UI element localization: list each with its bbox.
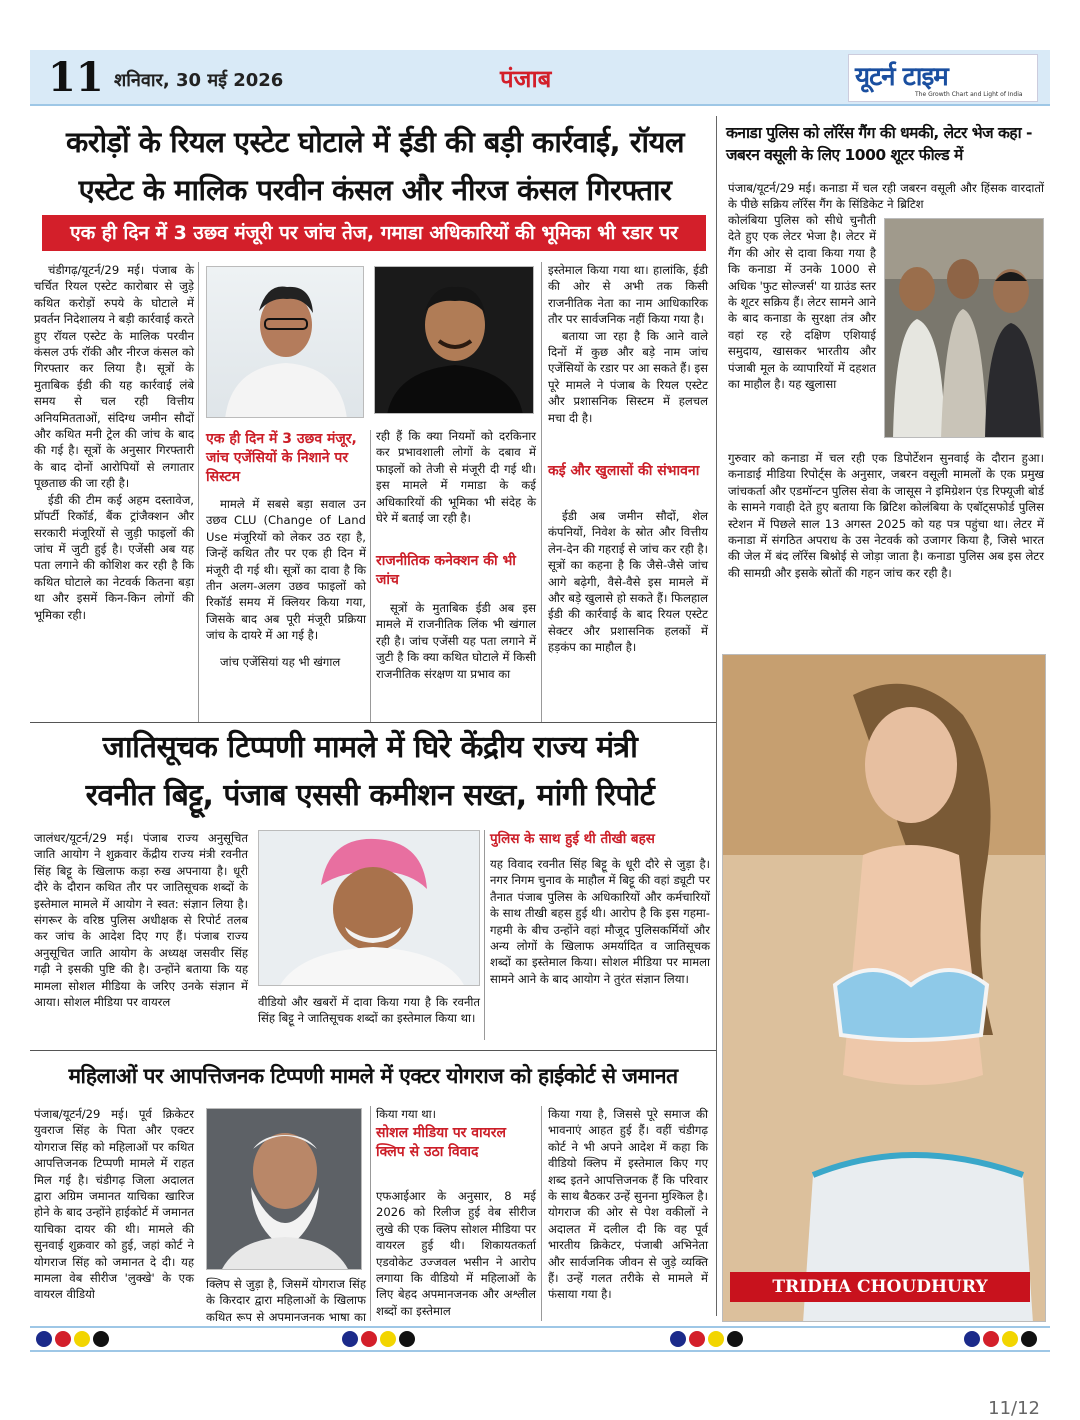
story3-col3-para1: किया गया था। [376, 1107, 437, 1121]
page-header [30, 50, 1050, 106]
divider [541, 262, 542, 722]
story1-col2-para2: जांच एजेंसियां यह भी खंगाल [220, 654, 341, 669]
registration-marks-left [36, 1331, 109, 1347]
story2-subhead: पुलिस के साथ हुई थी तीखी बहस [490, 831, 655, 847]
story1-col3-para2: सूत्रों के मुताबिक ईडी अब इस मामले में राजनीतिक लिंक भी खंगाल रही है। जांच एजेंसी यह पता लगाने में जुटी है कि क्या कथित घोटाले में किसी राजनीतिक संरक्षण या प्रभाव का [376, 601, 536, 681]
registration-marks-center-left [342, 1331, 415, 1347]
police-escort-photo-icon [885, 219, 1044, 438]
story1-headline [30, 118, 720, 214]
column-divider [716, 116, 717, 1316]
story1-col2-para1: मामले में सबसे बड़ा सवाल उन उछव CLU (Change of Land Use मंजूरियों को लेकर उठ रहा है, जिन्हें कथित तौर पर एक ही दिन में मंजूरी दी गई थी। सूत्रों का दावा है कि तीन अलग-अलग उछव फाइलों को रिकॉर्ड समय में क्लियर किया गया, जिसके बाद अब पूरी मंजूरी प्रक्रिया जांच के दायरे में आ गई है। [206, 497, 366, 643]
photo-parveen-kansal [206, 266, 364, 418]
story3-col3b [376, 1188, 536, 1319]
story1-col1-para2: ईडी की टीम कई अहम दस्तावेज, प्रॉपर्टी रिकॉर्ड, बैंक ट्रांजैक्शन और सरकारी मंजूरियों से जुड़ी फाइलों की जांच में जुटी हुई है। एजेंसी अब यह पता लगाने की कोशिश कर रही है कि कथित घोटाले का नेटवर्क कितना बड़ा था और इसमें किन-किन लोगों की भूमिका रही। [34, 492, 194, 622]
story1-headline-line2: एस्टेट के मालिक परवीन कंसल और नीरज कंसल गिरफ्तार [78, 173, 672, 207]
section-title: पंजाब [500, 65, 552, 93]
story1-col4-para2: बताया जा रहा है कि आने वाले दिनों में कुछ और बड़े नाम जांच एजेंसियों के रडार पर आ सकते हैं। इस पूरे मामले ने पंजाब के रियल एस्टेट और प्रशासनिक सिस्टम में हलचल मचा दी है। [548, 328, 708, 425]
canada-headline: कनाडा पुलिस को लॉरेंस गैंग की धमकी, लेटर भेज कहा - जबरन वसूली के लिए 1000 शूटर फील्ड में [726, 124, 1032, 164]
divider [198, 262, 199, 722]
person-portrait-icon [375, 267, 534, 414]
masthead-logo [848, 54, 1038, 102]
story1-col4 [548, 262, 708, 426]
story2-headline-line2: रवनीत बिट्टू, पंजाब एससी कमीशन सख्त, मांगी रिपोर्ट [85, 778, 655, 813]
logo-tagline: The Growth Chart and Light of India [915, 91, 1023, 98]
page-number: 11 [48, 54, 104, 101]
story1-col3b [376, 600, 536, 682]
newspaper-page [30, 50, 1050, 1390]
story1-col1 [34, 262, 194, 623]
story1-col3-para1: रही हैं कि क्या नियमों को दरकिनार कर प्रभावशाली लोगों के दबाव में फाइलों को तेजी से मंजूरी दी गई थी। इस मामले में गमाडा के कई अधिकारियों की भूमिका भी संदेह के घेरे में बताई जा रही है। [376, 429, 536, 526]
story2-col3 [490, 856, 710, 987]
story2-col1-text: जालंधर/यूटर्न/29 मई। पंजाब राज्य अनुसूचित जाति आयोग ने शुक्रवार केंद्रीय राज्य मंत्री रवनीत सिंह बिट्टू के खिलाफ कड़ा रुख अपनाया है। धूरी दौरे के दौरान कथित तौर पर जातिसूचक शब्दों के इस्तेमाल मामले में आयोग ने स्वत: संज्ञान लिया है। संगरूर के वरिष्ठ पुलिस अधीक्षक से रिपोर्ट तलब कर जांच के आदेश दिए गए हैं। पंजाब राज्य अनुसूचित जाति आयोग के अध्यक्ष जसवीर सिंह गढ़ी ने इसकी पुष्टि की है। उन्होंने बताया कि यह मामला सोशल मीडिया के जरिए उनके संज्ञान में आया। सोशल मीडिया पर वायरल [34, 831, 248, 1010]
story1-subhead1: एक ही दिन में 3 उछव मंजूर, जांच एजेंसियों के निशाने पर सिस्टम [206, 431, 357, 485]
photo-ravneet-bittu [258, 830, 480, 986]
canada-left-col [728, 212, 876, 392]
divider [484, 830, 485, 1040]
photo-yograj-singh [206, 1108, 362, 1270]
feature-name-tag: TRIDHA CHOUDHURY [730, 1272, 1030, 1302]
story2-col1 [34, 830, 248, 1010]
photo-neeraj-kansal [374, 266, 534, 414]
canada-lead-text: पंजाब/यूटर्न/29 मई। कनाडा में चल रही जबरन वसूली और हिंसक वारदातों के पीछे सक्रिय लॉरेंस गैंग के सिंडिकेट ने ब्रिटिश [728, 181, 1044, 212]
story3-col1 [34, 1106, 194, 1303]
story1-col4-para1: इस्तेमाल किया गया था। हालांकि, ईडी की ओर से अभी तक किसी राजनीतिक नेता का नाम आधिकारिक तौर पर सार्वजनिक नहीं किया गया है। [548, 263, 708, 327]
story3-headline: महिलाओं पर आपत्तिजनक टिप्पणी मामले में एक्टर योगराज को हाईकोर्ट से जमानत [68, 1064, 678, 1088]
canada-left-text: कोलंबिया पुलिस को सीधे चुनौती देते हुए एक लेटर भेजा है। लेटर में गैंग की ओर से दावा किया गया है कि कनाडा में उनके 1000 से अधिक 'फुट सोल्जर्स' या ग्राउंड स्तर के शूटर सक्रिय हैं। लेटर सामने आने के बाद कनाडा के सुरक्षा तंत्र और वहां रह रहे दक्षिण एशियाई समुदाय, खासकर भारतीय और पंजाबी मूल के व्यापारियों में दहशत का माहौल है। यह खुलासा [728, 213, 876, 392]
story2-headline-line1: जातिसूचक टिप्पणी मामले में घिरे केंद्रीय राज्य मंत्री [102, 730, 638, 765]
canada-lead [728, 180, 1044, 213]
story1-col3 [376, 428, 536, 526]
story1-subhead2: राजनीतिक कनेक्शन की भी जांच [376, 553, 516, 588]
story3-col2-text: क्लिप से जुड़ा है, जिसमें योगराज सिंह के किरदार द्वारा महिलाओं के खिलाफ कथित रूप से अपमानजनक भाषा का [206, 1277, 366, 1324]
story2-caption-text: वीडियो और खबरों में दावा किया गया है कि रवनीत सिंह बिट्टू ने जातिसूचक शब्दों का इस्तेमाल किया था। [258, 995, 480, 1026]
page-count: 11/12 [988, 1398, 1040, 1419]
issue-date: शनिवार, 30 मई 2026 [114, 70, 284, 91]
divider [30, 1050, 716, 1051]
story2-headline [30, 724, 710, 820]
story3-col4 [548, 1106, 708, 1303]
divider [370, 430, 371, 722]
story1-banner: एक ही दिन में 3 उछव मंजूरी पर जांच तेज, गमाडा अधिकारियों की भूमिका भी रडार पर [42, 215, 706, 251]
divider [30, 722, 716, 723]
story1-col2 [206, 496, 366, 670]
person-portrait-icon [207, 267, 364, 418]
model-portrait-icon [723, 655, 1046, 1322]
canada-body [728, 450, 1044, 581]
story3-col4-text: किया गया है, जिससे पूरे समाज की भावनाएं आहत हुई हैं। वहीं चंडीगढ़ कोर्ट ने भी अपने आदेश में कहा कि वीडियो क्लिप में इस्तेमाल किए गए शब्द इतने आपत्तिजनक हैं कि परिवार के साथ बैठकर उन्हें सुनना मुश्किल है। योगराज की ओर से पेश वकीलों ने अदालत में दलील दी कि वह पूर्व भारतीय क्रिकेटर, पंजाबी अभिनेता और सार्वजनिक जीवन से जुड़े व्यक्ति हैं। उन्हें गलत तरीके से मामले में फंसाया गया है। [548, 1107, 708, 1302]
story1-col1-para1: चंडीगढ़/यूटर्न/29 मई। पंजाब के चर्चित रियल एस्टेट कारोबार से जुड़े कथित करोड़ों रुपये के घोटाले में प्रवर्तन निदेशालय ने बड़ी कार्रवाई करते हुए रॉयल एस्टेट के मालिक परवीन कंसल उर्फ रॉकी और नीरज कंसल को गिरफ्तार कर लिया है। सूत्रों के मुताबिक ईडी की यह कार्रवाई लंबे समय से चल रही वित्तीय अनियमितताओं, संदिग्ध जमीन सौदों और कथित मनी ट्रेल की जांच के बाद की गई है। सूत्रों के अनुसार गिरफ्तारी के बाद दोनों आरोपियों से लगातार पूछताछ की जा रही है। [34, 263, 194, 491]
registration-marks-right [964, 1331, 1037, 1347]
story1-col4c [548, 508, 708, 656]
canada-body-text: गुरुवार को कनाडा में चल रही एक डिपोर्टेशन सुनवाई के दौरान हुआ। कनाडाई मीडिया रिपोर्ट्स के अनुसार, जबरन वसूली मामलों के एक प्रमुख जांचकर्ता और एडमॉन्टन पुलिस सेवा के जासूस ने इमिग्रेशन एंड रिफ्यूजी बोर्ड के सामने गवाही देते हुए बताया कि ब्रिटिश कोलंबिया के एबॉट्सफोर्ड पुलिस स्टेशन में पिछले साल 13 अगस्त 2025 को यह पत्र पहुंचा था। लेटर में कनाडा में संगठित अपराध के उस नेटवर्क को उजागर किया है, जिसे भारत की जेल में बंद लॉरेंस बिश्नोई से जोड़ा जाता है। कनाडा पुलिस अब इस लेटर की सामग्री और इसके स्रोतों की गहन जांच कर रही है। [728, 451, 1044, 580]
story3-col3-para2: एफआईआर के अनुसार, 8 मई 2026 को रिलीज हुई वेब सीरीज लुखे की एक क्लिप सोशल मीडिया पर वायरल हुई थी। शिकायतकर्ता एडवोकेट उज्जवल भसीन ने आरोप लगाया कि वीडियो में महिलाओं के लिए बेहद अपमानजनक और अश्लील शब्दों का इस्तेमाल [376, 1189, 536, 1318]
story2-col3-text: यह विवाद रवनीत सिंह बिट्टू के धूरी दौरे से जुड़ा है। नगर निगम चुनाव के माहौल में बिट्टू की वहां ड्यूटी पर तैनात पंजाब पुलिस के अधिकारियों और कर्मचारियों के साथ तीखी बहस हुई थी। आरोप है कि इस गहमा-गहमी के बीच उन्होंने वहां मौजूद पुलिसकर्मियों और अन्य लोगों के खिलाफ अमर्यादित व जातिसूचक शब्दों का इस्तेमाल किया। सोशल मीडिया पर मामला सामने आने के बाद आयोग ने तुरंत संज्ञान लिया। [490, 857, 710, 986]
person-bearded-icon [207, 1109, 362, 1270]
registration-marks-center-right [670, 1331, 743, 1347]
story3-subhead: सोशल मीडिया पर वायरल क्लिप से उठा विवाद [376, 1125, 507, 1160]
logo-text: यूटर्न टाइम [855, 62, 948, 92]
story1-subhead3: कई और खुलासों की संभावना [548, 463, 700, 479]
photo-canada-police [884, 218, 1044, 438]
story1-col4-para3: ईडी अब जमीन सौदों, शेल कंपनियों, निवेश के स्रोत और वित्तीय लेन-देन की गहराई से जांच कर रही है। सूत्रों का कहना है कि जैसे-जैसे जांच आगे बढ़ेगी, वैसे-वैसे इस मामले में और बड़े खुलासे हो सकते हैं। फिलहाल ईडी की कार्रवाई के बाद रियल एस्टेट सेक्टर और प्रशासनिक हलकों में हड़कंप का माहौल है। [548, 509, 708, 655]
page-footer [30, 1326, 1050, 1352]
divider [541, 1106, 542, 1321]
person-turban-icon [259, 831, 480, 986]
story3-col1-text: पंजाब/यूटर्न/29 मई। पूर्व क्रिकेटर युवराज सिंह के पिता और एक्टर योगराज सिंह को महिलाओं पर कथित आपत्तिजनक टिप्पणी मामले में राहत मिल गई है। चंडीगढ़ जिला अदालत द्वारा अग्रिम जमानत याचिका खारिज होने के बाद उन्होंने हाईकोर्ट में जमानत याचिका दायर की थी। मामले की सुनवाई शुक्रवार को हुई, जहां कोर्ट ने योगराज सिंह को जमानत दे दी। यह मामला वेब सीरीज 'लुक्खे' के एक वायरल वीडियो [34, 1107, 194, 1302]
story1-headline-line1: करोड़ों के रियल एस्टेट घोटाले में ईडी की बड़ी कार्रवाई, रॉयल [65, 125, 685, 159]
divider [370, 1106, 371, 1321]
story3-col3 [376, 1106, 536, 1122]
feature-photo [722, 654, 1046, 1322]
story2-caption [258, 994, 480, 1027]
